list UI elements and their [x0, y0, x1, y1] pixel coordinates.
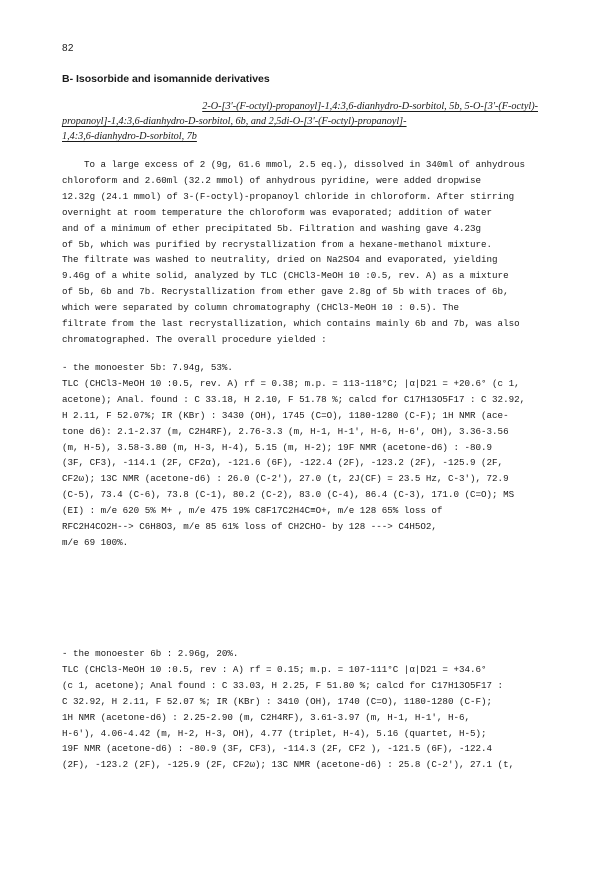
text-line: - the monoester 6b : 2.96g, 20%.: [62, 648, 239, 659]
text-line: overnight at room temperature the chloroform was evaporated; addition of water: [62, 206, 493, 218]
compound-title-line: 1,4:3,6-dianhydro-D-sorbitol, 7b: [62, 131, 197, 142]
text-line: (EI) : m/e 620 5% M+ , m/e 475 19% C8F17C2H4C≡O+, m/e 128 65% loss of: [62, 505, 443, 517]
text-line: and of a minimum of ether precipitated 5b. Filtration and washing gave 4.23g: [62, 222, 482, 234]
text-line: chromatographed. The overall procedure yielded :: [62, 333, 327, 345]
text-line: - the monoester 5b: 7.94g, 53%.: [62, 362, 233, 373]
text-line: which were separated by column chromatography (CHCl3-MeOH 10 : 0.5). The: [62, 302, 459, 314]
procedure-paragraph: [62, 157, 540, 348]
monoester-5b-data: [62, 360, 540, 551]
text-line: tone d6): 2.1-2.37 (m, C2H4RF), 2.76-3.3 (m, H-1, H-1', H-6, H-6', OH), 3.36-3.56: [62, 425, 509, 437]
section-heading: B- Isosorbide and isomannide derivatives: [62, 73, 270, 85]
text-line: acetone); Anal. found : C 33.18, H 2.10, F 51.78 %; calcd for C17H13O5F17 : C 32.92,: [62, 393, 526, 405]
text-line: chloroform and 2.60ml (32.2 mmol) of anhydrous pyridine, were added dropwise: [62, 174, 482, 186]
text-line: H 2.11, F 52.07%; IR (KBr) : 3430 (OH), 1745 (C=O), 1180-1280 (C-F); 1H NMR (ace-: [62, 409, 509, 421]
compound-title: [62, 99, 538, 144]
text-line: C 32.92, H 2.11, F 52.07 %; IR (KBr) : 3410 (OH), 1740 (C=O), 1180-1280 (C-F);: [62, 695, 493, 707]
text-line: 1H NMR (acetone-d6) : 2.25-2.90 (m, C2H4RF), 3.61-3.97 (m, H-1, H-1', H-6,: [62, 711, 470, 723]
text-line: of 5b, which was purified by recrystallization from a hexane-methanol mixture.: [62, 238, 493, 250]
text-line: H-6'), 4.06-4.42 (m, H-2, H-3, OH), 4.77 (triplet, H-4), 5.16 (quartet, H-5);: [62, 727, 487, 739]
text-line: (3F, CF3), -114.1 (2F, CF2α), -121.6 (6F), -122.4 (2F), -123.2 (2F), -125.9 (2F,: [62, 457, 504, 469]
text-line: (c 1, acetone); Anal found : C 33.03, H 2.25, F 51.80 %; calcd for C17H13O5F17 :: [62, 679, 504, 691]
text-line: To a large excess of 2 (9g, 61.6 mmol, 2.5 eq.), dissolved in 340ml of anhydrous: [84, 159, 526, 170]
text-line: (C-5), 73.4 (C-6), 73.8 (C-1), 80.2 (C-2), 83.0 (C-4), 86.4 (C-3), 171.0 (C=O); MS: [62, 489, 515, 501]
text-line: of 5b, 6b and 7b. Recrystallization from ether gave 2.8g of 5b with traces of 6b,: [62, 286, 509, 298]
text-line: 12.32g (24.1 mmol) of 3-(F-octyl)-propanoyl chloride in chloroform. After stirring: [62, 190, 515, 202]
text-line: m/e 69 100%.: [62, 536, 129, 548]
compound-title-line: 2-O-[3'-(F-octyl)-propanoyl]-1,4:3,6-dianhydro-D-sorbitol, 5b, 5-O-[3'-(F-octyl)-: [202, 101, 538, 112]
text-line: (m, H-5), 3.58-3.80 (m, H-3, H-4), 5.15 (m, H-2); 19F NMR (acetone-d6) : -80.9: [62, 441, 493, 453]
page-number: 82: [62, 43, 74, 54]
text-line: TLC (CHCl3-MeOH 10 :0.5, rev. A) rf = 0.38; m.p. = 113-118°C; |α|D21 = +20.6° (c 1,: [62, 377, 520, 389]
text-line: (2F), -123.2 (2F), -125.9 (2F, CF2ω); 13C NMR (acetone-d6) : 25.8 (C-2'), 27.1 (t,: [62, 759, 515, 771]
text-line: 9.46g of a white solid, analyzed by TLC (CHCl3-MeOH 10 :0.5, rev. A) as a mixture: [62, 270, 509, 282]
text-line: RFC2H4CO2H--> C6H8O3, m/e 85 61% loss of CH2CHO- by 128 ---> C4H5O2,: [62, 521, 437, 533]
text-line: TLC (CHCl3-MeOH 10 :0.5, rev : A) rf = 0.15; m.p. = 107-111°C |α|D21 = +34.6°: [62, 663, 487, 675]
text-line: The filtrate was washed to neutrality, dried on Na2SO4 and evaporated, yielding: [62, 254, 498, 266]
monoester-6b-data: [62, 646, 540, 773]
text-line: CF2ω); 13C NMR (acetone-d6) : 26.0 (C-2'), 27.0 (t, 2J(CF) = 23.5 Hz, C-3'), 72.9: [62, 473, 509, 485]
compound-title-line: propanoyl]-1,4:3,6-dianhydro-D-sorbitol, 6b, and 2,5di-O-[3'-(F-octyl)-propanoyl]-: [62, 116, 407, 127]
text-line: filtrate from the last recrystallization, which contains mainly 6b and 7b, was also: [62, 318, 520, 330]
text-line: 19F NMR (acetone-d6) : -80.9 (3F, CF3), -114.3 (2F, CF2 ), -121.5 (6F), -122.4: [62, 743, 493, 755]
